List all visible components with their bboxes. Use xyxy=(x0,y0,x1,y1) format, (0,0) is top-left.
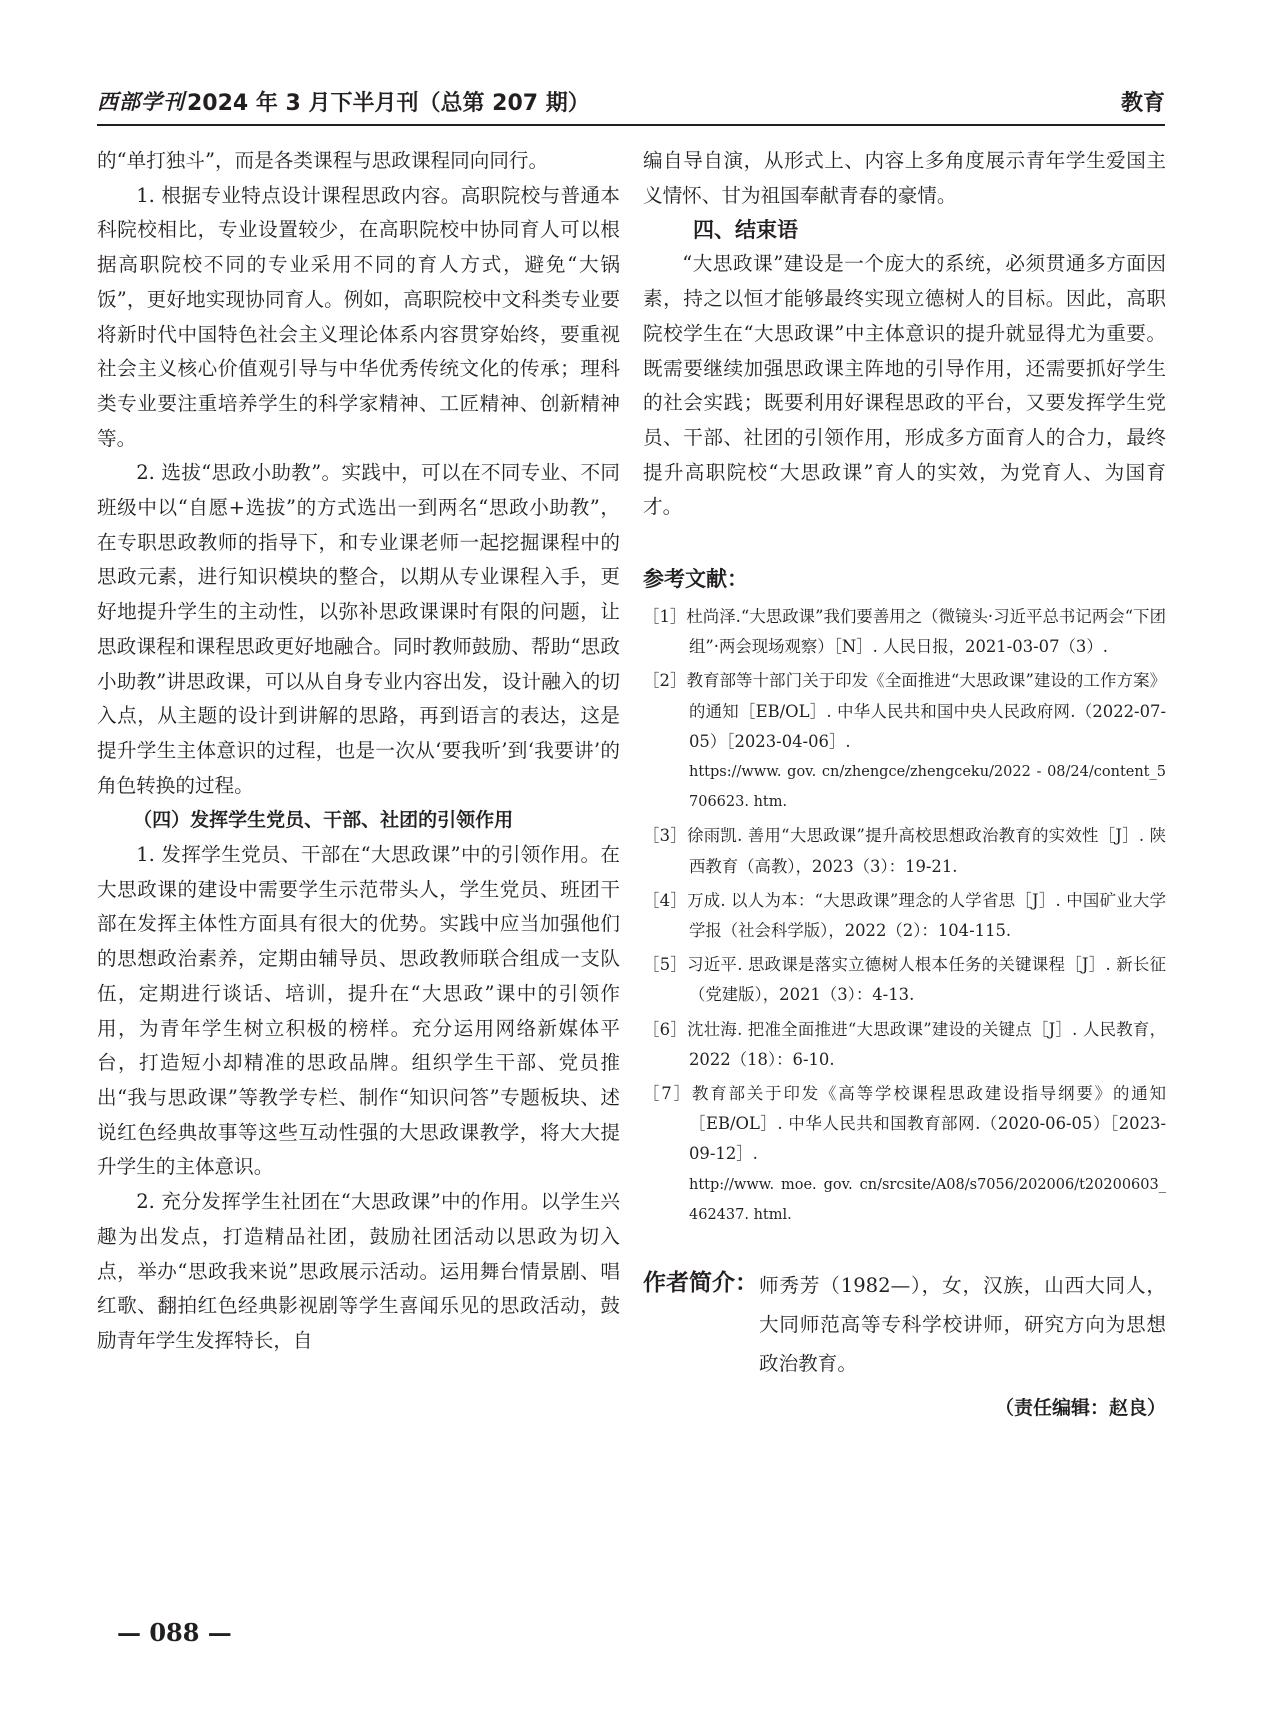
body-paragraph: 2. 充分发挥学生社团在“大思政课”中的作用。以学生兴趣为出发点，打造精品社团，鼓励社团活动以思政为切入点，举办“思政我来说”思政展示活动。运用舞台情景剧、唱红歌、翻拍红色经典影视剧等学生喜闻乐见的思政活动，鼓励青年学生发挥特长，自 xyxy=(97,1190,620,1352)
left-column xyxy=(97,144,620,1359)
reference-item: ［3］徐雨凯. 善用“大思政课”提升高校思想政治教育的实效性［J］. 陕西教育（高教），2023（3）：19-21. xyxy=(643,826,1166,876)
page-header xyxy=(97,86,1165,118)
author-bio xyxy=(643,1266,1166,1383)
reference-item: ［6］沈壮海. 把准全面推进“大思政课”建设的关键点［J］. 人民教育，2022（18）：6-10. xyxy=(643,1019,1166,1069)
author-bio-label: 作者简介： xyxy=(643,1270,758,1297)
reference-url: http://www. moe. gov. cn/srcsite/A08/s7056/202006/t20200603_462437. html. xyxy=(689,1176,1166,1223)
issue-info: 2024 年 3 月下半月刊（总第 207 期） xyxy=(187,91,590,116)
section-name: 教育 xyxy=(1120,91,1165,116)
body-paragraph: 1. 发挥学生党员、干部在“大思政课”中的引领作用。在大思政课的建设中需要学生示范带头人，学生党员、班团干部在发挥主体性方面具有很大的优势。实践中应当加强他们的思想政治素养，定期由辅导员、思政教师联合组成一支队伍，定期进行谈话、培训，提升在“大思政”课中的引领作用，为青年学生树立积极的榜样。充分运用网络新媒体平台，打造短小却精准的思政品牌。组织学生干部、党员推出“我与思政课”等教学专栏、制作“知识问答”专题板块、述说红色经典故事等这些互动性强的大思政课教学，将大大提升学生的主体意识。 xyxy=(97,843,620,1179)
reference-item: ［5］习近平. 思政课是落实立德树人根本任务的关键课程［J］. 新长征（党建版），2021（3）：4-13. xyxy=(643,955,1166,1005)
responsible-editor: （责任编辑：赵良） xyxy=(994,1397,1166,1420)
reference-url: https://www. gov. cn/zhengce/zhengceku/2022 - 08/24/content_5706623. htm. xyxy=(689,764,1166,811)
reference-item: ［7］教育部关于印发《高等学校课程思政建设指导纲要》的通知［EB/OL］. 中华人民共和国教育部网.（2020-06-05）［2023-09-12］. http://www. moe. gov. cn/srcsite/A08/s7056/202006/t20200603_462437. html. xyxy=(643,1079,1166,1230)
reference-item: ［4］万成. 以人为本：“大思政课”理念的人学省思［J］. 中国矿业大学学报（社会科学版），2022（2）：104-115. xyxy=(643,890,1166,941)
body-paragraph: 1. 根据专业特点设计课程思政内容。高职院校与普通本科院校相比，专业设置较少，在高职院校中协同育人可以根据高职院校不同的专业采用不同的育人方式，避免“大锅饭”，更好地实现协同育人。例如，高职院校中文科类专业要将新时代中国特色社会主义理论体系内容贯穿始终，要重视社会主义核心价值观引导与中华优秀传统文化的传承；理科类专业要注重培养学生的科学家精神、工匠精神、创新精神等。 xyxy=(97,183,620,450)
author-bio-text: 师秀芳（1982—），女，汉族，山西大同人，大同师范高等专科学校讲师，研究方向为思想政治教育。 xyxy=(759,1274,1166,1376)
reference-list xyxy=(643,602,1166,1230)
body-paragraph: 编自导自演，从形式上、内容上多角度展示青年学生爱国主义情怀、甘为祖国奉献青春的豪情。 xyxy=(643,149,1166,207)
subsection-heading: （四）发挥学生党员、干部、社团的引领作用 xyxy=(133,809,514,832)
reference-item: ［2］教育部等十部门关于印发《全面推进“大思政课”建设的工作方案》的通知［EB/OL］. 中华人民共和国中央人民政府网.（2022-07-05）［2023-04-06］. https://www. gov. cn/zhengce/zhengceku/2022 - 08/24/content_5706623. htm. xyxy=(643,666,1166,817)
references-title: 参考文献： xyxy=(643,567,748,592)
reference-item: ［1］杜尚泽.“大思政课”我们要善用之（微镜头·习近平总书记两会“下团组”·两会现场观察）［N］. 人民日报，2021-03-07（3）. xyxy=(643,607,1166,657)
header-divider xyxy=(97,124,1165,126)
page-number: — 088 — xyxy=(117,1618,232,1647)
section-heading-conclusion: 四、结束语 xyxy=(693,218,798,243)
journal-logo: 西部学刊 xyxy=(97,89,185,114)
body-paragraph: “大思政课”建设是一个庞大的系统，必须贯通多方面因素，持之以恒才能够最终实现立德树人的目标。因此，高职院校学生在“大思政课”中主体意识的提升就显得尤为重要。既需要继续加强思政课主阵地的引导作用，还需要抓好学生的社会实践；既要利用好课程思政的平台，又要发挥学生党员、干部、社团的引领作用，形成多方面育人的合力，最终提升高职院校“大思政课”育人的实效，为党育人、为国育才。 xyxy=(643,252,1166,519)
body-paragraph: 的“单打独斗”，而是各类课程与思政课程同向同行。 xyxy=(97,149,549,172)
right-column xyxy=(643,144,1166,1425)
body-paragraph: 2. 选拔“思政小助教”。实践中，可以在不同专业、不同班级中以“自愿+选拔”的方式选出一到两名“思政小助教”，在专职思政教师的指导下，和专业课老师一起挖掘课程中的思政元素，进行知识模块的整合，以期从专业课程入手，更好地提升学生的主动性，以弥补思政课课时有限的问题，让思政课程和课程思政更好地融合。同时教师鼓励、帮助“思政小助教”讲思政课，可以从自身专业内容出发，设计融入的切入点，从主题的设计到讲解的思路，再到语言的表达，这是提升学生主体意识的过程，也是一次从‘要我听’到‘我要讲’的角色转换的过程。 xyxy=(97,461,620,797)
